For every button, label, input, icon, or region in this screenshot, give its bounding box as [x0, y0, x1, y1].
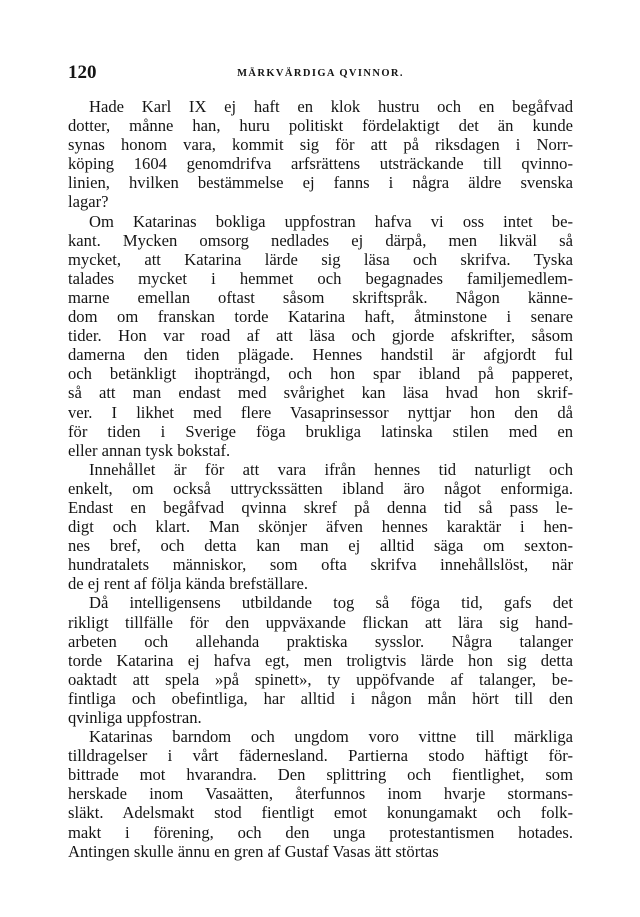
text-line: torde Katarina ej hafva egt, men troligtvis lärde hon sig detta: [68, 650, 573, 670]
text-line: herskade inom Vasaätten, återfunnos inom hvarje stormans-: [68, 784, 573, 804]
text-line: marne emellan oftast såsom skriftspråk. Någon känne-: [68, 287, 573, 307]
text-line: tilldragelser i vårt fädernesland. Partierna stodo häftigt för-: [68, 746, 573, 766]
text-line: qvinliga uppfostran.: [68, 708, 202, 727]
paragraph: [68, 593, 573, 727]
text-line: makt i förening, och den unga protestantismen hotades.: [68, 822, 573, 842]
text-line: Katarinas barndom och ungdom voro vittne till märkliga: [89, 727, 573, 747]
text-line: tider. Hon var road af att läsa och gjorde afskrifter, såsom: [68, 326, 573, 346]
text-line: oaktadt att spela »på spinett», ty uppöfvande af talanger, be-: [68, 669, 573, 689]
text-line: lagar?: [68, 192, 109, 212]
paragraph: [68, 727, 573, 861]
text-line: för tiden i Sverige föga brukliga latinska stilen med en: [68, 421, 573, 441]
text-line: talades mycket i hemmet och begagnades familjemedlem-: [68, 268, 573, 288]
text-line: mycket, att Katarina lärde sig läsa och skrifva. Tyska: [68, 249, 573, 269]
text-line: så att man endast med svårighet kan läsa hvad hon skrif-: [68, 383, 573, 403]
text-line: fintliga och obefintliga, har alltid i någon mån hört till den: [68, 688, 573, 708]
text-line: Antingen skulle ännu en gren af Gustaf Vasas ätt störtas: [68, 841, 439, 861]
text-line: kant. Mycken omsorg nedlades ej därpå, men likväl så: [68, 230, 573, 250]
text-line: Då intelligensens utbildande tog så föga tid, gafs det: [89, 593, 573, 613]
body-text: [68, 97, 573, 861]
paragraph: [68, 460, 573, 594]
text-line: bittrade mot hvarandra. Den splittring och fientlighet, som: [68, 765, 573, 785]
text-line: dotter, månne han, huru politiskt fördelaktigt det än kunde: [68, 116, 573, 136]
text-line: hundratalets människor, som ofta skrifva innehållslöst, när: [68, 555, 573, 575]
text-line: digt och klart. Man skönjer äfven hennes karaktär i hen-: [68, 517, 573, 537]
text-line: och betänkligt ihopträngd, och hon spar ibland på papperet,: [68, 364, 573, 384]
paragraph: [68, 97, 573, 212]
text-line: dom om franskan torde Katarina haft, åtminstone i senare: [68, 307, 573, 327]
text-line: linien, hvilken bestämmelse ej fanns i några äldre svenska: [68, 173, 573, 193]
text-line: släkt. Adelsmakt stod fientligt emot konungamakt och folk-: [68, 803, 573, 823]
text-line: eller annan tysk bokstaf.: [68, 440, 231, 460]
page-header: [68, 62, 573, 84]
text-line: ver. I likhet med flere Vasaprinsessor nyttjar hon den då: [68, 402, 573, 422]
text-line: Innehållet är för att vara ifrån hennes tid naturligt och: [89, 459, 573, 479]
text-line: rikligt tillfälle för den uppväxande flickan att lära sig hand-: [68, 612, 573, 632]
text-line: Hade Karl IX ej haft en klok hustru och en begåfvad: [89, 97, 573, 116]
running-title: MÄRKVÄRDIGA QVINNOR.: [237, 68, 404, 79]
paragraph: [68, 212, 573, 460]
text-line: köping 1604 genomdrifva arfsrättens utsträckande till qvinno-: [68, 154, 573, 174]
text-line: de ej rent af följa kända brefställare.: [68, 574, 309, 594]
text-line: damerna den tiden plägade. Hennes handstil är afgjordt ful: [68, 345, 573, 365]
text-line: Om Katarinas bokliga uppfostran hafva vi oss intet be-: [89, 211, 573, 231]
text-line: arbeten och allehanda praktiska sysslor. Några talanger: [68, 631, 573, 651]
text-line: enkelt, om också uttryckssätten ibland äro något enformiga.: [68, 478, 573, 498]
text-line: synas honom vara, kommit sig för att på riksdagen i Norr-: [68, 135, 573, 155]
page-number: 120: [68, 62, 97, 83]
text-line: Endast en begåfvad qvinna skref på denna tid så pass le-: [68, 497, 573, 517]
text-line: nes bref, och detta kan man ej alltid säga om sexton-: [68, 536, 573, 556]
